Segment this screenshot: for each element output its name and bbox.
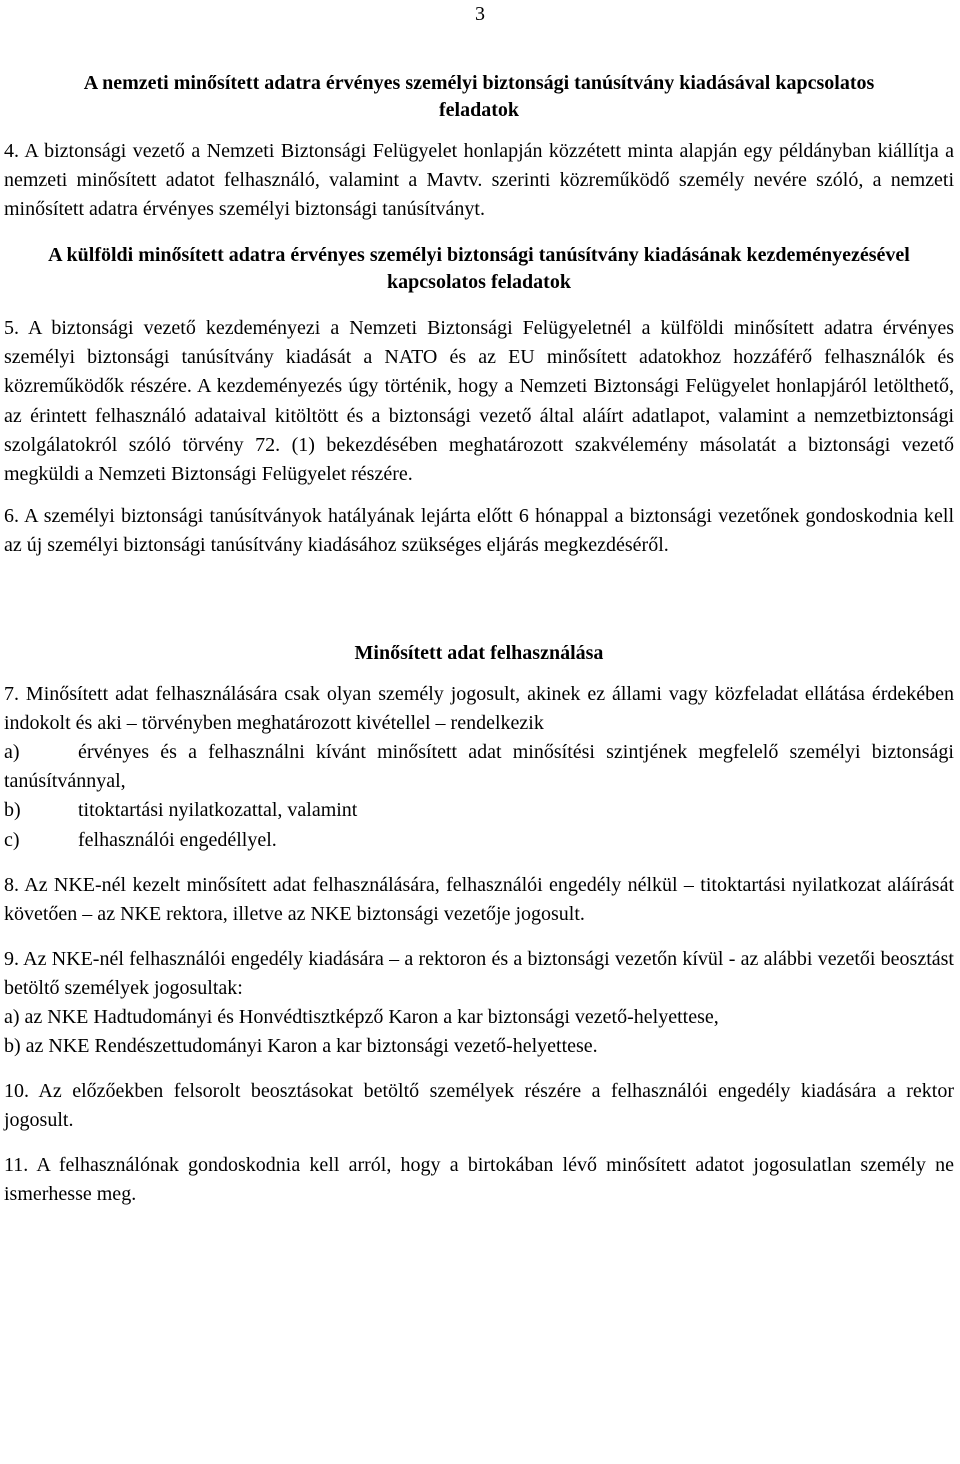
list-label: c) — [4, 828, 20, 851]
list-item-a — [4, 738, 954, 796]
paragraph-7: 7. Minősített adat felhasználására csak olyan személy jogosult, akinek ez állami vagy közfeladat ellátása érdekében indokolt és aki – törvényben meghatározott kivétellel – rendelkezik — [4, 683, 954, 735]
section-heading-national: A nemzeti minősített adatra érvényes személyi biztonsági tanúsítvány kiadásával kapcsolatos feladatok — [83, 72, 875, 121]
paragraph-9-item-a: a) az NKE Hadtudományi és Honvédtisztképző Karon a kar biztonsági vezető-helyettese, — [4, 1005, 719, 1028]
paragraph-10: 10. Az előzőekben felsorolt beosztásokat betöltő személyek részére a felhasználói engedély kiadására a rektor jogosult. — [4, 1080, 954, 1132]
list-text: felhasználói engedéllyel. — [78, 828, 277, 851]
paragraph-9: 9. Az NKE-nél felhasználói engedély kiadására – a rektoron és a biztonsági vezetőn kívül - az alábbi vezetői beosztást betöltő személyek jogosultak: — [4, 947, 954, 999]
paragraph-4: 4. A biztonsági vezető a Nemzeti Biztonsági Felügyelet honlapján közzétett minta alapján egy példányban kiállítja a nemzeti minősített adatot felhasználó, valamint a Mavtv. szerinti közreműködő személy nevére szóló, a nemzeti minősített adatra érvényes személyi biztonsági tanúsítványt. — [4, 140, 954, 221]
section-heading-usage: Minősített adat felhasználása — [354, 642, 604, 665]
list-text: érvényes és a felhasználni kívánt minősített adat minősítési szintjének megfelelő személyi biztonsági tanúsítvánnyal, — [4, 741, 954, 793]
list-label: b) — [4, 799, 21, 822]
paragraph-11: 11. A felhasználónak gondoskodnia kell arról, hogy a birtokában lévő minősített adatot jogosulatlan személy ne ismerhesse meg. — [4, 1154, 954, 1206]
paragraph-6: 6. A személyi biztonsági tanúsítványok hatályának lejárta előtt 6 hónappal a biztonsági vezetőnek gondoskodnia kell az új személyi biztonsági tanúsítvány kiadásához szükséges eljárás megkezdéséről. — [4, 504, 954, 556]
paragraph-5: 5. A biztonsági vezető kezdeményezi a Nemzeti Biztonsági Felügyeletnél a külföldi minősített adatra érvényes személyi biztonsági tanúsítvány kiadását a NATO és az EU minősített adatokhoz hozzáférő felhasználók és közreműködők részére. A kezdeményezés úgy történik, hogy a Nemzeti Biztonsági Felügyelet honlapjáról letölthető, az érintett felhasználó adataival kitöltött és a biztonsági vezető által aláírt adatlapot, valamint a nemzetbiztonsági szolgálatokról szóló törvény 72. (1) bekezdésében meghatározott szakvélemény másolatát a biztonsági vezető megküldi a Nemzeti Biztonsági Felügyelet részére. — [4, 317, 954, 485]
list-label: a) — [4, 741, 20, 764]
section-heading-foreign: A külföldi minősített adatra érvényes személyi biztonsági tanúsítvány kiadásának kezdeményezésével kapcsolatos feladatok — [48, 244, 910, 294]
paragraph-9-item-b: b) az NKE Rendészettudományi Karon a kar biztonsági vezető-helyettese. — [4, 1035, 598, 1058]
page-number: 3 — [475, 3, 485, 25]
paragraph-8: 8. Az NKE-nél kezelt minősített adat felhasználására, felhasználói engedély nélkül – titoktartási nyilatkozat aláírását követően – az NKE rektora, illetve az NKE biztonsági vezetője jogosult. — [4, 873, 954, 925]
document-body — [4, 70, 954, 1210]
list-item-b — [4, 796, 954, 825]
list-text: titoktartási nyilatkozattal, valamint — [78, 799, 358, 822]
list-item-c — [4, 826, 954, 855]
